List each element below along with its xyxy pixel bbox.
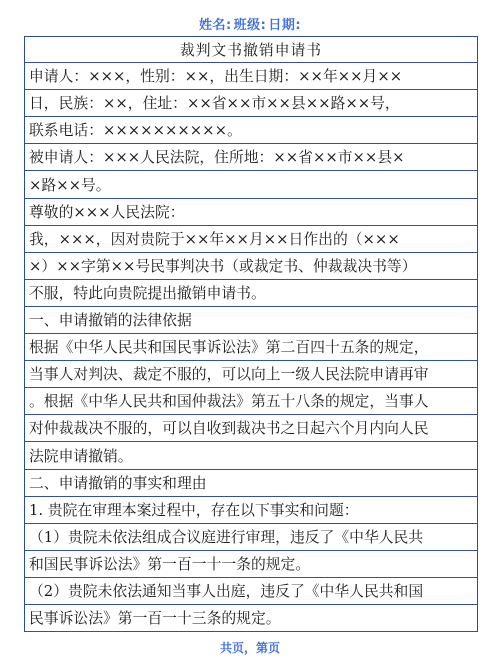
text-line: 。根据《中华人民共和国仲裁法》第五十八条的规定，当事人 <box>25 388 477 415</box>
text-line: 申请人：×××，性别：××，出生日期：××年××月×× <box>25 63 477 90</box>
text-line: 对仲裁裁决不服的，可以自收到裁决书之日起六个月内向人民 <box>25 415 477 442</box>
class-label: 班级: <box>233 18 267 33</box>
header-fields <box>0 14 500 33</box>
text-line: 我，×××，因对贵院于××年××月××日作出的（××× <box>25 226 477 253</box>
page-counter: 共页，第页 <box>219 641 280 655</box>
text-line: ×路××号。 <box>25 172 477 199</box>
text-line: 当事人对判决、裁定不服的，可以向上一级人民法院申请再审 <box>25 361 477 388</box>
text-line: 法院申请撤销。 <box>25 443 477 470</box>
text-line: 一、申请撤销的法律依据 <box>25 307 477 334</box>
document-title: 裁判文书撤销申请书 <box>25 36 477 63</box>
text-line: （1）贵院未依法组成合议庭进行审理，违反了《中华人民共 <box>25 524 477 551</box>
text-line: 1. 贵院在审理本案过程中，存在以下事实和问题： <box>25 497 477 524</box>
name-label: 姓名: <box>198 18 232 33</box>
text-line: 尊敬的×××人民法院： <box>25 199 477 226</box>
date-label: 日期: <box>268 18 302 33</box>
text-line: 被申请人：×××人民法院，住所地：××省××市××县× <box>25 144 477 171</box>
text-line: 联系电话：××××××××××。 <box>25 117 477 144</box>
text-line: 二、申请撤销的事实和理由 <box>25 470 477 497</box>
text-line: 日，民族：××，住址：××省××市××县××路××号， <box>25 90 477 117</box>
text-line: （2）贵院未依法通知当事人出庭，违反了《中华人民共和国 <box>25 578 477 605</box>
text-line: 和国民事诉讼法》第一百一十一条的规定。 <box>25 551 477 578</box>
text-line: 民事诉讼法》第一百一十三条的规定。 <box>25 605 477 632</box>
text-line: ×）××字第××号民事判决书（或裁定书、仲裁裁决书等） <box>25 253 477 280</box>
text-line: 不服，特此向贵院提出撤销申请书。 <box>25 280 477 307</box>
lined-sheet <box>24 36 478 632</box>
text-line: 根据《中华人民共和国民事诉讼法》第二百四十五条的规定， <box>25 334 477 361</box>
